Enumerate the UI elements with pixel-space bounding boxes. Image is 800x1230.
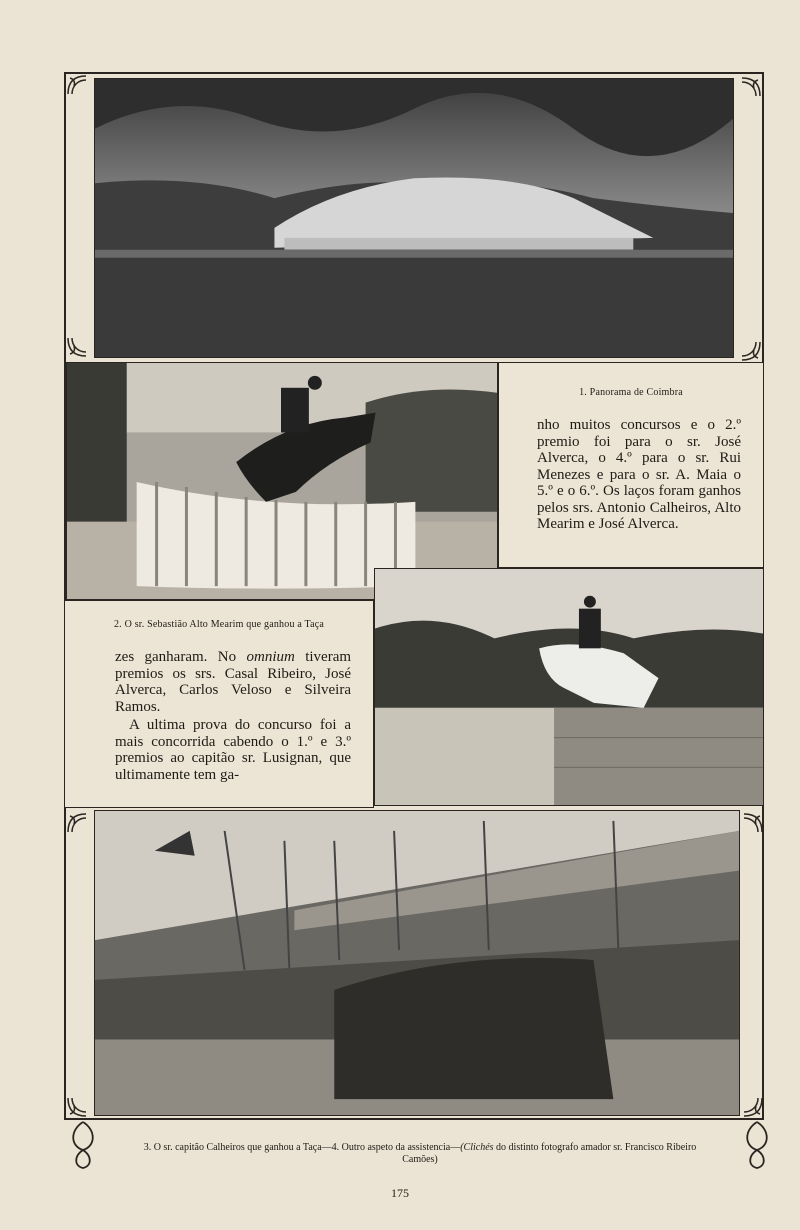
article-paragraph-right: nho muitos concursos e o 2.º premio foi para o sr. José Alverca, o 4.º para o sr. Rui Menezes e para o sr. A. Maia o 5.º e o 6.º. Os laços foram ganhos pelos srs. Antonio Calheiros, Alto Mearim e José Alverca. — [537, 417, 741, 532]
caption-3 — [140, 1142, 700, 1166]
corner-ornament-icon — [66, 336, 88, 358]
corner-ornament-icon — [740, 76, 762, 98]
paragraph-end: tiveram premios os srs. Casal Ribeiro, José Alverca, Carlos Veloso e Silveira Ramos. — [115, 649, 352, 715]
caption-3-rest: do distinto fotografo amador sr. Francisco Ribeiro Camões) — [402, 1142, 697, 1165]
photo-panorama-coimbra — [94, 78, 734, 358]
article-paragraph-left — [115, 649, 351, 715]
article-paragraph-left-2: A ultima prova do concurso foi a mais concorrida cabendo o 1.º e 3.º premios ao capitão sr. Lusignan, que ultimamente tem ga- — [115, 717, 351, 783]
corner-ornament-icon — [742, 1096, 764, 1118]
photo-horse-jump-fence — [66, 362, 498, 600]
photo-horse-jump-wall — [374, 568, 764, 806]
page-number: 175 — [391, 1186, 409, 1200]
caption-3-italic: (Clichés — [460, 1142, 494, 1153]
corner-ornament-icon — [66, 812, 88, 834]
flourish-ornament-icon — [740, 1120, 774, 1170]
corner-ornament-icon — [66, 74, 88, 96]
photo-crowd-assistencia — [94, 810, 740, 1116]
text-box-left — [64, 600, 374, 808]
corner-ornament-icon — [740, 340, 762, 362]
caption-3-main: 3. O sr. capitão Calheiros que ganhou a Taça—4. Outro aspeto da assistencia— — [143, 1142, 461, 1153]
caption-2: 2. O sr. Sebastião Alto Mearim que ganhou a Taça — [113, 619, 325, 630]
corner-ornament-icon — [742, 812, 764, 834]
flourish-ornament-icon — [66, 1120, 100, 1170]
text-box-right — [498, 362, 764, 568]
corner-ornament-icon — [66, 1096, 88, 1118]
italic-term: omnium — [246, 649, 295, 665]
paragraph-start: zes ganharam. No — [115, 649, 237, 665]
caption-1: 1. Panorama de Coimbra — [579, 387, 683, 398]
